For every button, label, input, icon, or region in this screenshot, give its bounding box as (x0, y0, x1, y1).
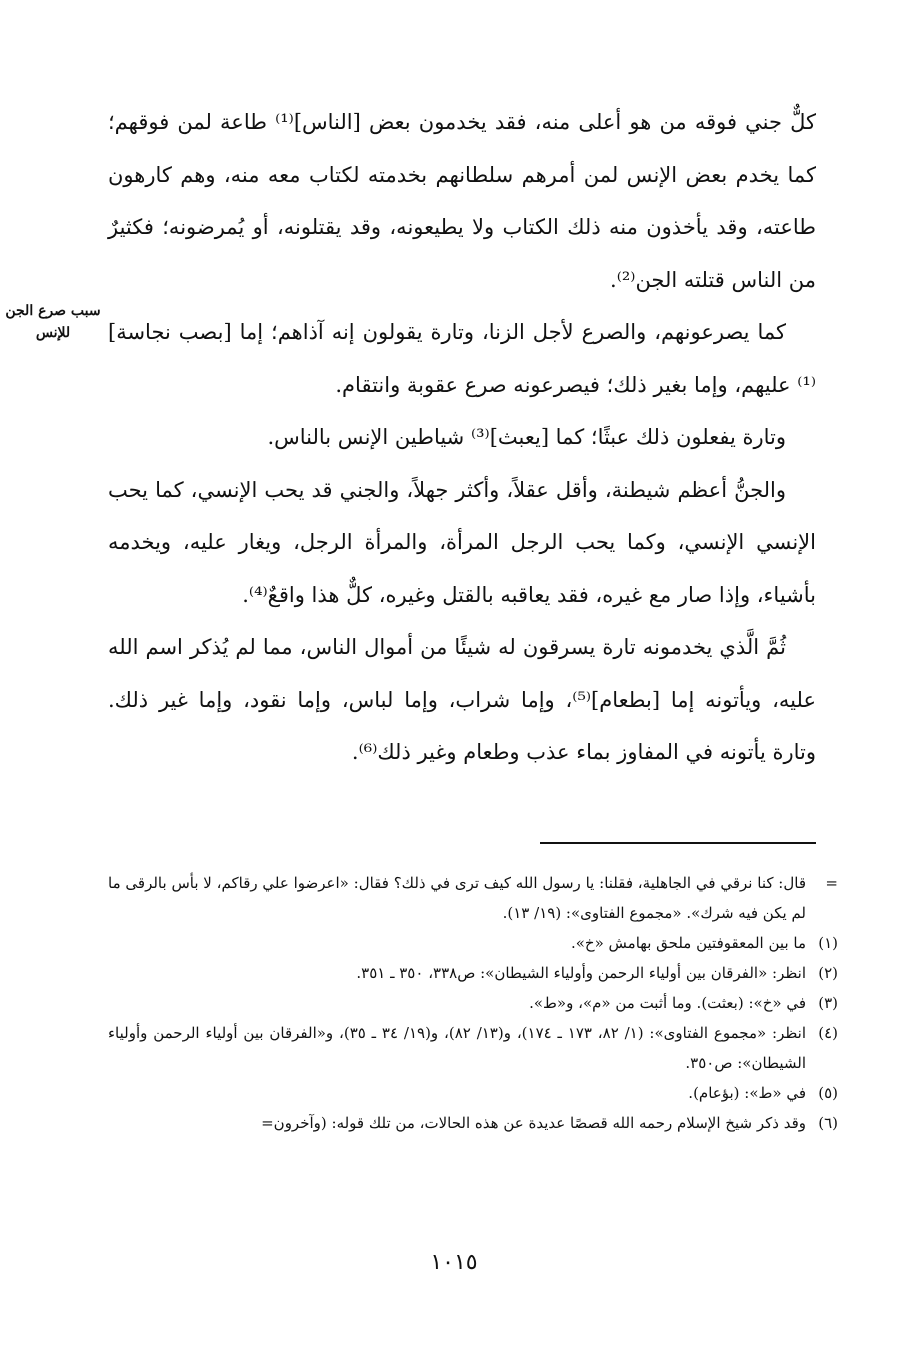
footnote-text: انظر: «مجموع الفتاوى»: (١/ ٨٢، ١٧٣ ـ ١٧٤)، و(١٣/ ٨٢)، و(١٩/ ٣٤ ـ ٣٥)، و«الفرقان بين أولياء الرحمن وأولياء الشيطان»: ص٣٥٠. (108, 1024, 807, 1072)
footnote-number: = (825, 874, 838, 892)
main-text-body (108, 96, 816, 779)
footnote-text: قال: كنا نرقي في الجاهلية، فقلنا: يا رسول الله كيف ترى في ذلك؟ فقال: «اعرضوا علي رقاكم، لا بأس بالرقى ما لم يكن فيه شرك». «مجموع الفتاوى»: (١٩/ ١٣). (108, 874, 806, 922)
footnote-number: (٤) (818, 1024, 838, 1042)
footnote-divider (540, 842, 816, 844)
footnote-text: انظر: «الفرقان بين أولياء الرحمن وأولياء الشيطان»: ص٣٣٨، ٣٥٠ ـ ٣٥١. (356, 964, 806, 982)
footnote-1 (108, 928, 838, 958)
footnote-3 (108, 988, 838, 1018)
footnote-number: (٥) (818, 1084, 838, 1102)
footnote-text: في «ط»: (بؤعام). (688, 1084, 806, 1102)
footnote-number: (٣) (818, 994, 838, 1012)
footnote-2 (108, 958, 838, 988)
footnote-6 (108, 1108, 838, 1138)
footnote-4 (108, 1018, 838, 1078)
footnote-text: في «خ»: (بعثت). وما أثبت من «م»، و«ط». (529, 994, 806, 1012)
footnote-continuation (108, 868, 838, 928)
footnote-5 (108, 1078, 838, 1108)
paragraph-3: وتارة يفعلون ذلك عبثًا؛ كما [يعبث]⁽³⁾ شياطين الإنس بالناس. (267, 425, 786, 449)
footnote-text: وقد ذكر شيخ الإسلام رحمه الله قصصًا عديدة عن هذه الحالات، من تلك قوله: (وآخرون= (261, 1114, 806, 1132)
paragraph-5: ثُمَّ الَّذي يخدمونه تارة يسرقون له شيئًا من أموال الناس، مما لم يُذكر اسم الله عليه، ويأتونه إما [بطعام]⁽⁵⁾، وإما شراب، وإما لباس، وإما نقود، وإما غير ذلك. وتارة يأتونه في المفاوز بماء عذب وطعام وغير ذلك⁽⁶⁾. (108, 635, 816, 764)
footnote-text: ما بين المعقوفتين ملحق بهامش «خ». (570, 934, 806, 952)
paragraph-2: كما يصرعونهم، والصرع لأجل الزنا، وتارة يقولون إنه آذاهم؛ إما [بصب نجاسة]⁽¹⁾ عليهم، وإما بغير ذلك؛ فيصرعونه صرع عقوبة وانتقام. (108, 320, 816, 397)
footnote-number: (٢) (818, 964, 838, 982)
footnote-number: (١) (818, 934, 838, 952)
page-number: ١٠١٥ (430, 1250, 478, 1275)
paragraph-4: والجنُّ أعظم شيطنة، وأقل عقلاً، وأكثر جهلاً، والجني قد يحب الإنسي، كما يحب الإنسي الإنسي، وكما يحب الرجل المرأة، والمرأة الرجل، ويغار عليه، ويخدمه بأشياء، وإذا صار مع غيره، فقد يعاقبه بالقتل وغيره، كلٌّ هذا واقعٌ⁽⁴⁾. (108, 477, 816, 607)
footnote-number: (٦) (818, 1114, 838, 1132)
footnotes (108, 868, 838, 1138)
margin-note: سبب صرع الجن للإنس (5, 303, 101, 341)
paragraph-1: كلٌّ جني فوقه من هو أعلى منه، فقد يخدمون بعض [الناس]⁽¹⁾ طاعة لمن فوقهم؛ كما يخدم بعض الإنس لمن أمرهم سلطانهم بخدمته لكتاب معه منه، وهم كارهون طاعته، وقد يأخذون منه ذلك الكتاب ولا يطيعونه، وقد يقتلونه، أو يُمرضونه؛ فكثيرٌ من الناس قتلته الجن⁽²⁾. (108, 110, 816, 292)
